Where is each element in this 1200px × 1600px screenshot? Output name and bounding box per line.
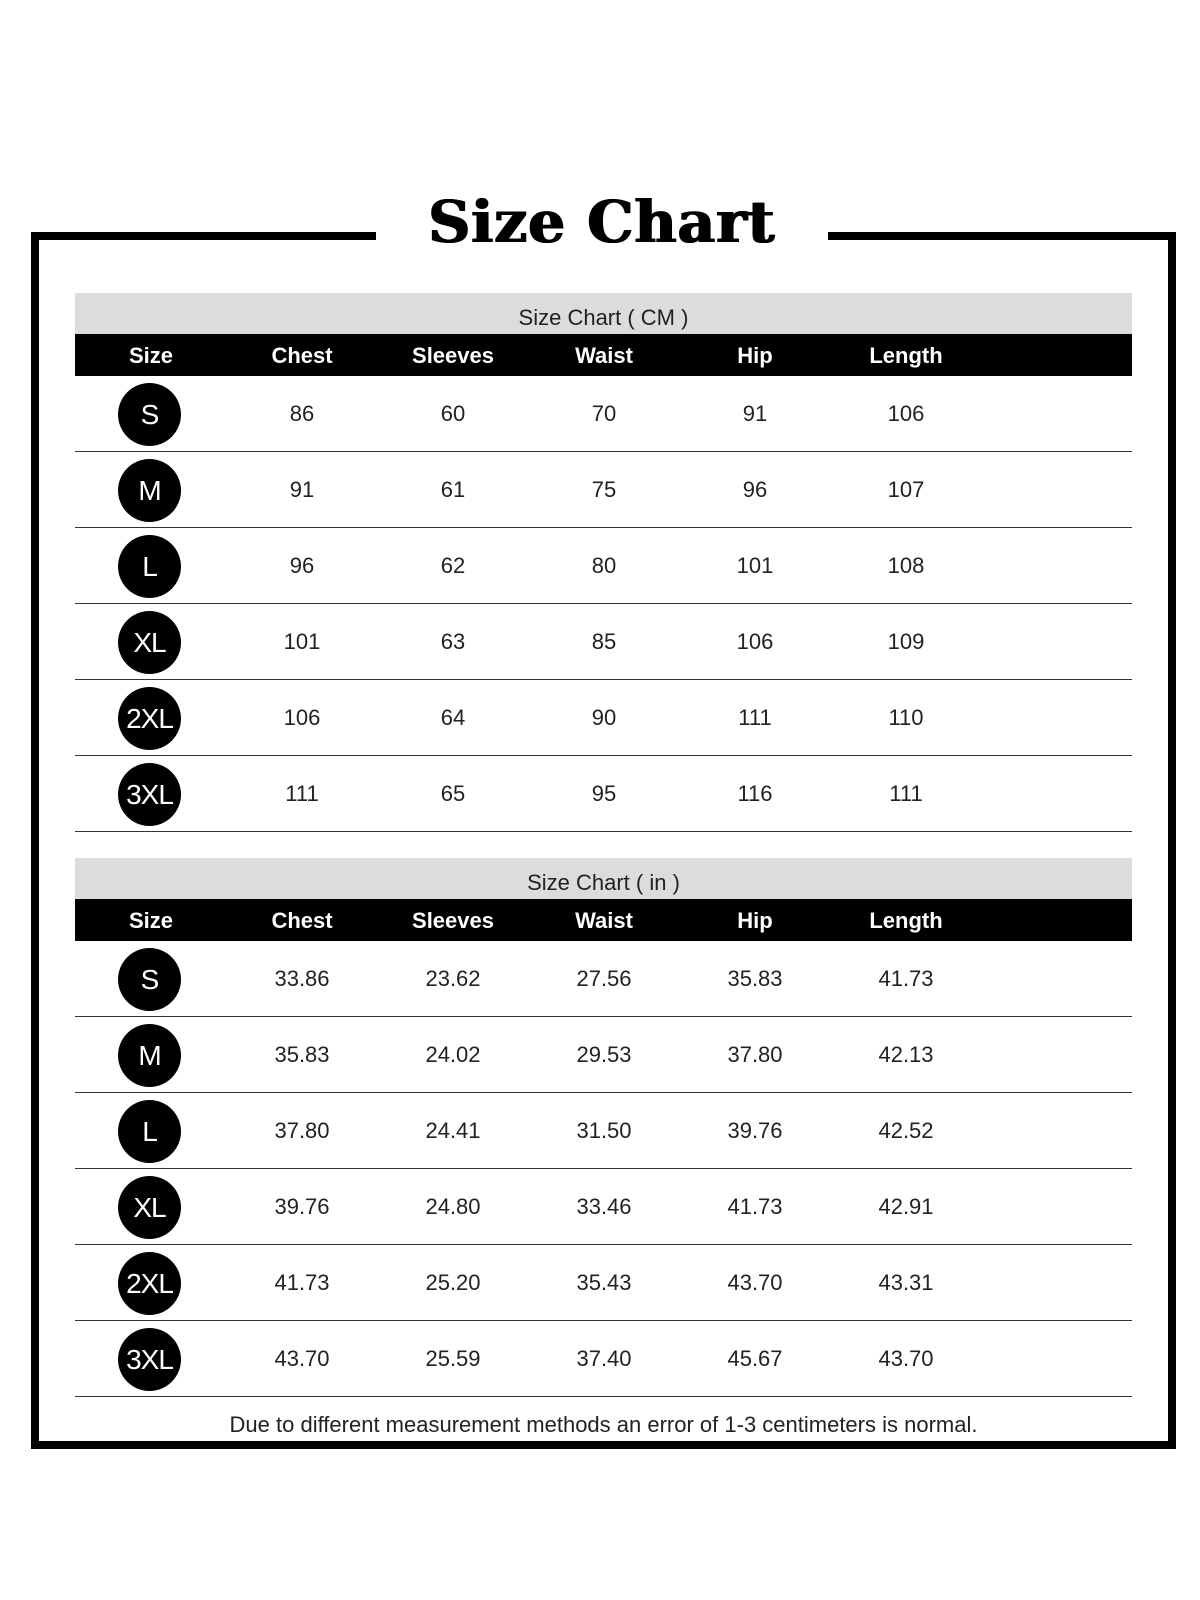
measurement-note: Due to different measurement methods an error of 1-3 centimeters is normal. [229,1412,978,1437]
table-body [75,376,1132,832]
cell-chest: 33.86 [274,966,330,991]
header-size: Size [128,908,174,933]
cell-chest: 106 [283,705,321,730]
table-row [75,1321,1132,1397]
cell-waist: 27.56 [576,966,632,991]
table-row [75,604,1132,680]
size-badge: L [118,1100,181,1163]
size-badge: S [118,383,181,446]
cell-chest: 35.83 [274,1042,330,1067]
table-row [75,376,1132,452]
size-badge: M [118,459,181,522]
size-badge: XL [118,1176,181,1239]
table-row [75,1093,1132,1169]
cell-chest: 111 [285,781,319,806]
table-row [75,1017,1132,1093]
header-chest: Chest [271,908,333,933]
header-chest: Chest [271,343,333,368]
cell-chest: 43.70 [274,1346,330,1371]
size-badge: 2XL [118,687,181,750]
table-row [75,452,1132,528]
cell-hip: 106 [736,629,774,654]
table-caption: Size Chart ( CM ) [75,293,1132,334]
size-badge: XL [118,611,181,674]
cell-sleeves: 61 [440,477,466,502]
size-badge: 3XL [118,1328,181,1391]
cell-sleeves: 25.59 [425,1346,481,1371]
cell-chest: 96 [289,553,315,578]
table-row [75,680,1132,756]
cell-sleeves: 24.41 [425,1118,481,1143]
size-badge: M [118,1024,181,1087]
cell-hip: 96 [742,477,768,502]
cell-hip: 45.67 [727,1346,783,1371]
header-waist: Waist [575,343,633,368]
cell-length: 41.73 [878,966,934,991]
cell-waist: 90 [591,705,617,730]
cell-waist: 31.50 [576,1118,632,1143]
cell-waist: 75 [591,477,617,502]
cell-length: 111 [889,781,923,806]
header-hip: Hip [737,343,773,368]
cell-sleeves: 63 [440,629,466,654]
cell-hip: 101 [736,553,774,578]
table-header [75,899,1132,941]
cell-hip: 35.83 [727,966,783,991]
table-row [75,941,1132,1017]
header-sleeves: Sleeves [412,908,494,933]
cell-hip: 111 [738,705,772,730]
cell-waist: 70 [591,401,617,426]
header-length: Length [869,908,943,933]
cell-length: 110 [888,705,924,730]
size-table-cm [75,293,1132,832]
cell-hip: 91 [742,401,768,426]
cell-chest: 86 [289,401,315,426]
cell-waist: 33.46 [576,1194,632,1219]
cell-waist: 35.43 [576,1270,632,1295]
cell-hip: 116 [737,781,773,806]
cell-sleeves: 64 [440,705,466,730]
cell-chest: 37.80 [274,1118,330,1143]
header-size: Size [128,343,174,368]
cell-chest: 101 [283,629,321,654]
header-waist: Waist [575,908,633,933]
cell-chest: 39.76 [274,1194,330,1219]
cell-length: 107 [887,477,925,502]
cell-sleeves: 23.62 [425,966,481,991]
page-title: Size Chart [428,188,776,256]
cell-length: 106 [887,401,925,426]
cell-length: 42.52 [878,1118,934,1143]
table-caption: Size Chart ( in ) [75,858,1132,899]
cell-length: 43.31 [878,1270,934,1295]
cell-waist: 37.40 [576,1346,632,1371]
cell-sleeves: 24.02 [425,1042,481,1067]
cell-length: 43.70 [878,1346,934,1371]
header-sleeves: Sleeves [412,343,494,368]
header-length: Length [869,343,943,368]
table-row [75,1169,1132,1245]
cell-hip: 37.80 [727,1042,783,1067]
cell-length: 109 [887,629,925,654]
cell-waist: 80 [591,553,617,578]
cell-waist: 85 [591,629,617,654]
cell-waist: 29.53 [576,1042,632,1067]
cell-hip: 41.73 [727,1194,783,1219]
cell-waist: 95 [591,781,617,806]
cell-sleeves: 25.20 [425,1270,481,1295]
cell-sleeves: 24.80 [425,1194,481,1219]
table-row [75,1245,1132,1321]
cell-sleeves: 60 [440,401,466,426]
table-row [75,528,1132,604]
size-badge: S [118,948,181,1011]
cell-hip: 43.70 [727,1270,783,1295]
cell-chest: 41.73 [274,1270,330,1295]
cell-hip: 39.76 [727,1118,783,1143]
cell-length: 108 [887,553,925,578]
cell-length: 42.13 [878,1042,934,1067]
size-badge: 3XL [118,763,181,826]
table-row [75,756,1132,832]
cell-chest: 91 [289,477,315,502]
cell-sleeves: 62 [440,553,466,578]
size-table-in [75,858,1132,1397]
cell-length: 42.91 [878,1194,934,1219]
table-body [75,941,1132,1397]
cell-sleeves: 65 [440,781,466,806]
header-hip: Hip [737,908,773,933]
size-badge: L [118,535,181,598]
size-badge: 2XL [118,1252,181,1315]
table-header [75,334,1132,376]
